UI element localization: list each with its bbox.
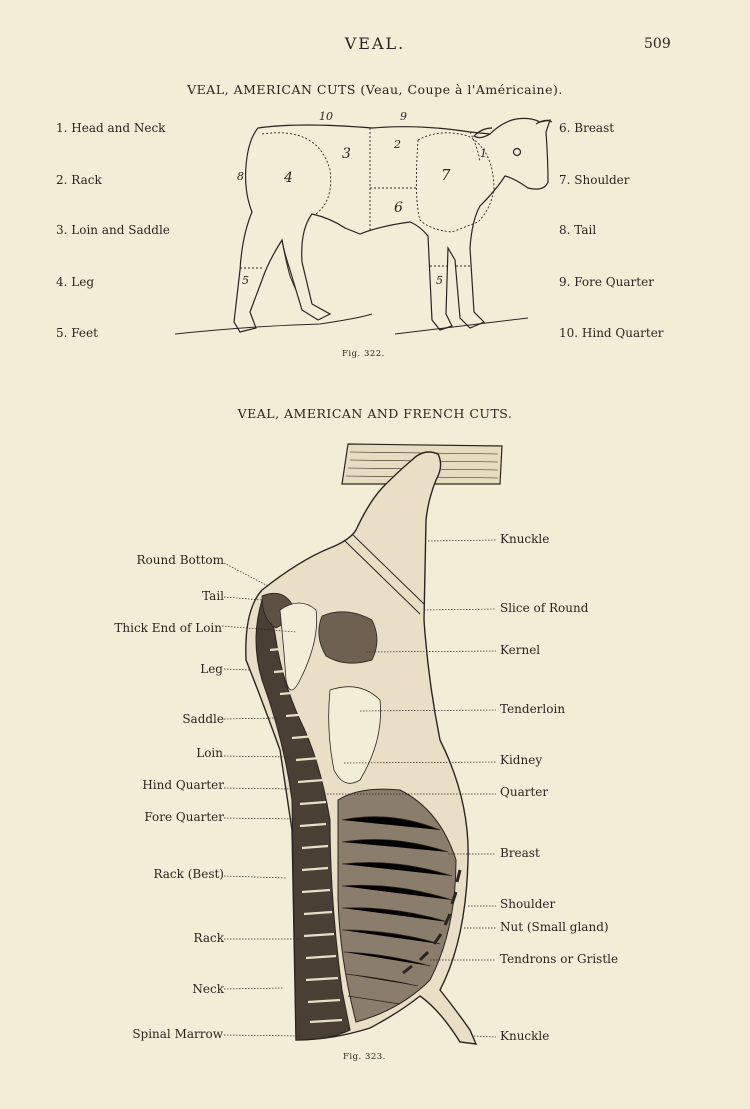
label-spinal-marrow: Spinal Marrow xyxy=(132,1027,223,1041)
label-kidney: Kidney xyxy=(500,753,543,767)
running-head: VEAL. xyxy=(344,34,406,53)
label-shoulder: Shoulder xyxy=(500,897,556,911)
label-nut-small-gland: Nut (Small gland) xyxy=(500,920,609,934)
figure-323-caption: Fig. 323. xyxy=(343,1052,386,1062)
ground-shadow-left xyxy=(175,314,372,334)
label-tendrons-or-gristle: Tendrons or Gristle xyxy=(500,952,619,966)
label-loin: Loin xyxy=(196,746,223,760)
label-quarter: Quarter xyxy=(500,785,549,799)
label-saddle: Saddle xyxy=(182,712,224,726)
figure-323-title: VEAL, AMERICAN AND FRENCH CUTS. xyxy=(237,406,513,421)
label-knuckle-top: Knuckle xyxy=(500,532,550,546)
calf-body-outline xyxy=(234,118,550,332)
ground-shadow-right xyxy=(395,318,528,334)
label-leg: Leg xyxy=(200,662,223,676)
label-round-bottom: Round Bottom xyxy=(136,553,224,567)
diagram-number-9: 9 xyxy=(400,110,407,123)
legend-item-hind-quarter: 10. Hind Quarter xyxy=(559,326,664,340)
carcass-diagram xyxy=(246,444,502,1044)
legend-item-rack: 2. Rack xyxy=(56,173,102,187)
calf-diagram-numbers xyxy=(237,110,487,287)
diagram-number-2: 2 xyxy=(394,138,401,151)
cut-line-leg xyxy=(262,133,331,214)
diagram-number-7: 7 xyxy=(441,166,451,184)
legend-item-feet: 5. Feet xyxy=(56,326,98,340)
label-tail: Tail xyxy=(202,589,224,603)
figure-322-title: VEAL, AMERICAN CUTS (Veau, Coupe à l'Américaine). xyxy=(187,82,563,97)
legend-item-breast: 6. Breast xyxy=(559,121,615,135)
label-tenderloin: Tenderloin xyxy=(500,702,566,716)
label-knuckle-bottom: Knuckle xyxy=(500,1029,550,1043)
diagram-number-8: 8 xyxy=(237,170,244,183)
diagram-number-6: 6 xyxy=(394,200,403,216)
diagram-number-4: 4 xyxy=(284,170,293,186)
diagram-number-1: 1 xyxy=(480,147,487,160)
figure-322-caption: Fig. 322. xyxy=(342,349,385,359)
label-fore-quarter: Fore Quarter xyxy=(144,810,224,824)
label-rack: Rack xyxy=(193,931,224,945)
label-breast: Breast xyxy=(500,846,540,860)
label-neck: Neck xyxy=(192,982,224,996)
kernel-muscle xyxy=(319,612,377,663)
diagram-number-10: 10 xyxy=(319,110,333,123)
legend-item-loin-and-saddle: 3. Loin and Saddle xyxy=(56,223,170,237)
calf-diagram xyxy=(175,118,552,334)
legend-item-shoulder: 7. Shoulder xyxy=(559,173,630,187)
legend-item-fore-quarter: 9. Fore Quarter xyxy=(559,275,654,289)
label-hind-quarter: Hind Quarter xyxy=(142,778,224,792)
diagram-number-5-right: 5 xyxy=(436,274,443,287)
calf-eye xyxy=(514,149,521,156)
page-number: 509 xyxy=(644,36,671,52)
label-rack-best: Rack (Best) xyxy=(153,867,224,881)
legend-item-leg: 4. Leg xyxy=(56,275,95,289)
label-kernel: Kernel xyxy=(500,643,541,657)
diagram-number-5-left: 5 xyxy=(242,274,249,287)
legend-item-head-and-neck: 1. Head and Neck xyxy=(56,121,166,135)
label-slice-of-round: Slice of Round xyxy=(500,601,589,615)
label-thick-end-of-loin: Thick End of Loin xyxy=(114,621,222,635)
diagram-number-3: 3 xyxy=(342,146,351,162)
legend-item-tail: 8. Tail xyxy=(559,223,597,237)
